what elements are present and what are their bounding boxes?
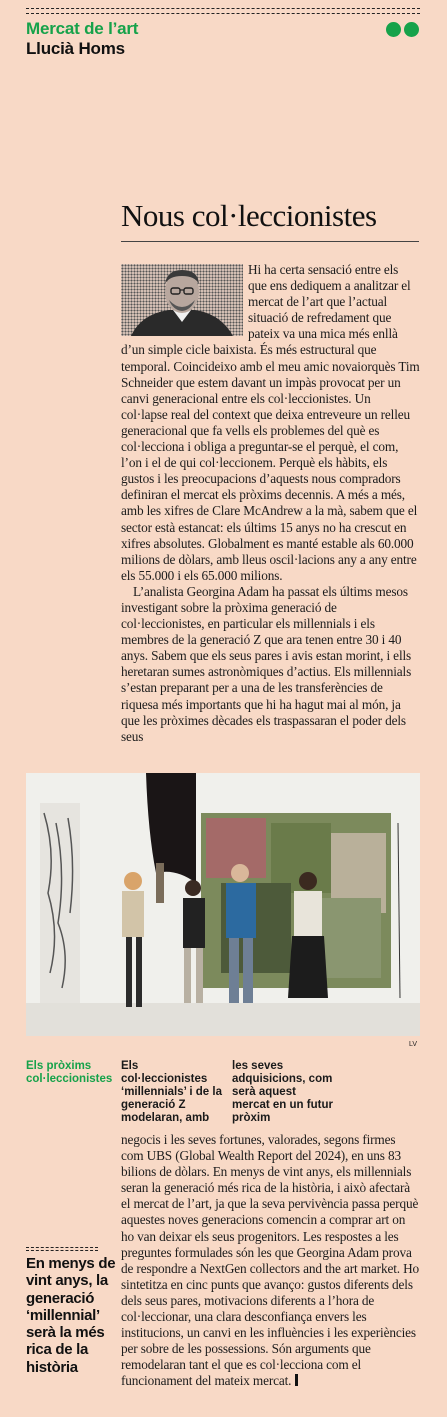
headline-rule xyxy=(121,241,419,242)
green-dot-icon xyxy=(404,22,419,37)
gallery-photo xyxy=(26,773,420,1036)
photo-credit: LV xyxy=(409,1041,418,1048)
portrait-wrap-space xyxy=(121,262,248,336)
article-headline: Nous col·leccionistes xyxy=(121,198,377,233)
caption-text-col2: les seves adquisicions, com serà aquest mercat en un futur pròxim xyxy=(232,1060,333,1124)
gallery-photo-scene xyxy=(26,773,420,1036)
article-body-part2 xyxy=(121,1132,420,1390)
caption-text-col1: Els col·leccionistes ‘millennials’ i de la generació Z modelaran, amb xyxy=(121,1060,222,1124)
pullquote: En menys de vint anys, la generació ‘millennial’ serà la més rica de la història xyxy=(26,1255,116,1376)
caption-title: Els pròxims col·leccionistes xyxy=(26,1060,113,1085)
author-name: Llucià Homs xyxy=(26,39,125,58)
paragraph-text: negocis i les seves fortunes, valorades, segons firmes com UBS (Global Wealth Report del 2024), en uns 83 bilions de dòlars. En menys de vint anys, els millennials seran la generació més rica de la història, i això afectarà el mercat de l’art, ja que la seva pervivència passa perquè aquestes noves generacions comencin a comprar art on ho van deixar els seus progenitors. Les respostes a les preguntes formulades són les que Georgina Adam prova de respondre a NextGen collectors and the art market. Ho sintetitza en cinc punts que avanço: gustos diferents dels dels seus pares, motivacions diferents a l’hora de col·leccionar, una clara desconfiança envers les institucions, un canvi en les influències i les experiències per sobre de les possessions. Són arguments que remodelaran tant el que es col·lecciona com el funcionament del mateix mercat. xyxy=(121,1132,420,1389)
section-title: Mercat de l’art xyxy=(26,19,139,38)
pullquote-rule xyxy=(26,1247,98,1251)
paragraph: L’analista Georgina Adam ha passat els últims mesos investigant sobre la pròxima generació de col·leccionistes, en particular els millennials i els membres de la generació Z que ara tenen entre 30 i 40 anys. Sabem que els seus pares i avis estan morint, i ells heretaran sumes astronòmiques d’actius. Els millennials s’estan preparant per a una de les transferències de riquesa més importants que hi ha hagut mai al món, ja que les pròximes dècades els traspassaran el poder dels seus xyxy=(121,583,412,744)
top-dashed-rule xyxy=(26,8,420,14)
paragraph: Hi ha certa sensació entre els que ens dediquem a analitzar el mercat de l’art que l’actual situació de refredament que pateix va una mica més enllà d’un simple cicle baixista. És més estructural que temporal. Coincideixo amb el meu amic novaiorquès Tim Schneider que estem davant un impàs provocat per un canvi generacional entre els col·leccionistes. Un col·lapse real del context que deixa entreveure un relleu generacional que fa vells els problemes del què es col·lecciona i obliga a preguntar-se el perquè, el com, l’on i el de qui col·leccionem. Perquè els hàbits, els gustos i les preocupacions d’aquests nous compradors definiran el mercat els pròxims decennis. A més a més, amb les xifres de Clare McAndrew a la mà, sabem que el sector està estancat: els últims 15 anys no ha crescut en xifres absolutes. Globalment es manté estable als 60.000 milions de dòlars, amb lleus oscil·lacions any a any entre els 55.000 i els 65.000 milions. xyxy=(121,262,420,583)
section-dots-icon xyxy=(386,22,419,37)
end-mark-icon xyxy=(295,1374,298,1386)
green-dot-icon xyxy=(386,22,401,37)
paragraph xyxy=(121,1132,420,1390)
article-body-part1 xyxy=(121,262,420,745)
